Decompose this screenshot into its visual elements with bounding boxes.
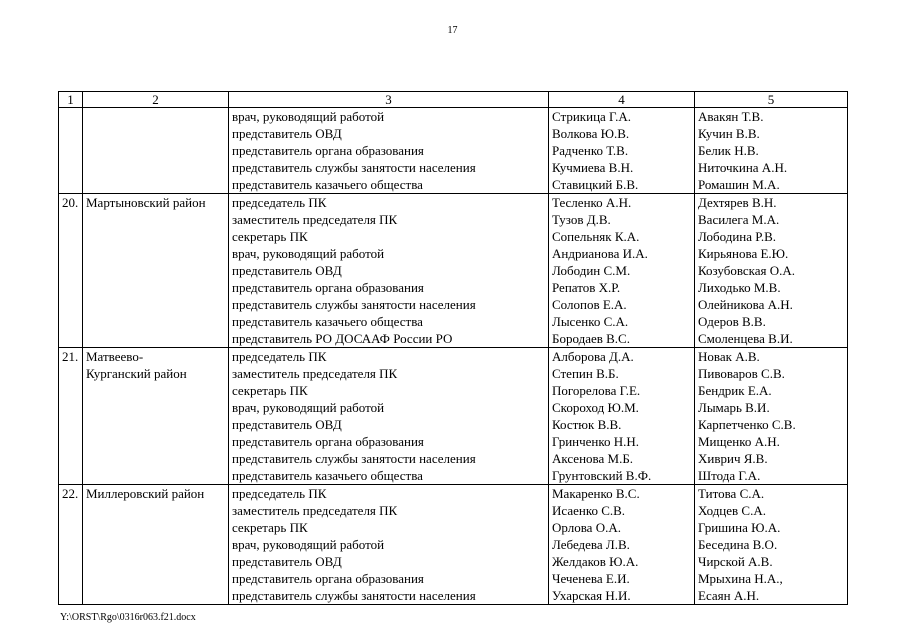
reserve-member-name: Мрыхина Н.А.,: [698, 571, 783, 586]
role-label: представитель ОВД: [232, 554, 342, 569]
member-cell: [549, 108, 695, 194]
member-cell: [549, 485, 695, 605]
role-label: представитель ОВД: [232, 417, 342, 432]
row-number: 21.: [59, 348, 83, 485]
row-number: 20.: [59, 194, 83, 348]
member-name: Грунтовский В.Ф.: [552, 468, 652, 483]
reserve-member-name: Лободина Р.В.: [698, 229, 777, 244]
member-name: Скороход Ю.М.: [552, 400, 639, 415]
role-label: представитель службы занятости населения: [232, 160, 476, 175]
role-label: представитель органа образования: [232, 434, 424, 449]
role-label: представитель службы занятости населения: [232, 297, 476, 312]
role-label: представитель казачьего общества: [232, 177, 423, 192]
roles-cell: [229, 194, 549, 348]
reserve-member-name: Лиходько М.В.: [698, 280, 781, 295]
role-label: представитель ОВД: [232, 126, 342, 141]
role-label: представитель казачьего общества: [232, 468, 423, 483]
role-label: секретарь ПК: [232, 229, 308, 244]
member-name: Репатов Х.Р.: [552, 280, 621, 295]
role-label: врач, руководящий работой: [232, 537, 385, 552]
role-label: секретарь ПК: [232, 520, 308, 535]
reserve-member-name: Смоленцева В.И.: [698, 331, 793, 346]
role-label: представитель РО ДОСААФ России РО: [232, 331, 453, 346]
reserve-member-name: Гришина Ю.А.: [698, 520, 781, 535]
table-row: [59, 108, 848, 194]
reserve-member-name: Кучин В.В.: [698, 126, 760, 141]
reserve-member-name: Чирской А.В.: [698, 554, 773, 569]
roles-cell: [229, 108, 549, 194]
reserve-member-name: Олейникова А.Н.: [698, 297, 793, 312]
member-name: Тесленко А.Н.: [552, 195, 632, 210]
district-cell: [83, 348, 229, 485]
reserve-member-name: Ходцев С.А.: [698, 503, 766, 518]
commission-table: [58, 91, 848, 605]
reserve-member-cell: [695, 108, 848, 194]
role-label: представитель органа образования: [232, 571, 424, 586]
role-label: представитель службы занятости населения: [232, 588, 476, 603]
role-label: секретарь ПК: [232, 383, 308, 398]
role-label: заместитель председателя ПК: [232, 503, 398, 518]
role-label: председатель ПК: [232, 195, 327, 210]
reserve-member-name: Лымарь В.И.: [698, 400, 770, 415]
reserve-member-name: Одеров В.В.: [698, 314, 766, 329]
role-label: заместитель председателя ПК: [232, 366, 398, 381]
member-name: Ухарская Н.И.: [552, 588, 631, 603]
role-label: председатель ПК: [232, 349, 327, 364]
reserve-member-name: Ниточкина А.Н.: [698, 160, 788, 175]
member-name: Радченко Т.В.: [552, 143, 629, 158]
member-name: Степин В.Б.: [552, 366, 619, 381]
role-label: врач, руководящий работой: [232, 109, 385, 124]
member-name: Макаренко В.С.: [552, 486, 640, 501]
reserve-member-name: Василега М.А.: [698, 212, 780, 227]
member-name: Кучмиева В.Н.: [552, 160, 634, 175]
member-name: Костюк В.В.: [552, 417, 622, 432]
district-name: Миллеровский район: [86, 486, 205, 501]
header-row: [59, 92, 848, 108]
member-name: Орлова О.А.: [552, 520, 621, 535]
file-path-footer: Y:\ORST\Rgo\0316r063.f21.docx: [60, 612, 196, 623]
row-number: [59, 108, 83, 194]
reserve-member-name: Мищенко А.Н.: [698, 434, 780, 449]
member-name: Аксенова М.Б.: [552, 451, 634, 466]
role-label: представитель службы занятости населения: [232, 451, 476, 466]
role-label: председатель ПК: [232, 486, 327, 501]
member-name: Погорелова Г.Е.: [552, 383, 641, 398]
member-cell: [549, 348, 695, 485]
role-label: представитель органа образования: [232, 280, 424, 295]
member-name: Чеченева Е.И.: [552, 571, 630, 586]
member-name: Бородаев В.С.: [552, 331, 630, 346]
header-cell: 4: [549, 92, 695, 108]
member-name: Волкова Ю.В.: [552, 126, 630, 141]
table-row: [59, 194, 848, 348]
member-name: Алборова Д.А.: [552, 349, 634, 364]
district-name: Курганский район: [86, 366, 187, 381]
header-cell: 5: [695, 92, 848, 108]
row-number: 22.: [59, 485, 83, 605]
table-row: [59, 348, 848, 485]
district-cell: [83, 108, 229, 194]
reserve-member-name: Ромашин М.А.: [698, 177, 780, 192]
reserve-member-name: Хиврич Я.В.: [698, 451, 768, 466]
member-name: Исаенко С.В.: [552, 503, 626, 518]
reserve-member-name: Карпетченко С.В.: [698, 417, 796, 432]
reserve-member-name: Кирьянова Е.Ю.: [698, 246, 789, 261]
member-name: Ставицкий Б.В.: [552, 177, 639, 192]
member-name: Сопельняк К.А.: [552, 229, 640, 244]
member-cell: [549, 194, 695, 348]
district-cell: [83, 485, 229, 605]
reserve-member-name: Титова С.А.: [698, 486, 765, 501]
roles-cell: [229, 485, 549, 605]
member-name: Желдаков Ю.А.: [552, 554, 639, 569]
reserve-member-name: Белик Н.В.: [698, 143, 759, 158]
reserve-member-name: Козубовская О.А.: [698, 263, 796, 278]
reserve-member-cell: [695, 485, 848, 605]
member-name: Солопов Е.А.: [552, 297, 627, 312]
reserve-member-name: Бендрик Е.А.: [698, 383, 772, 398]
header-cell: 3: [229, 92, 549, 108]
table-row: [59, 485, 848, 605]
role-label: представитель ОВД: [232, 263, 342, 278]
reserve-member-name: Штода Г.А.: [698, 468, 761, 483]
reserve-member-name: Дехтярев В.Н.: [698, 195, 777, 210]
member-name: Лебедева Л.В.: [552, 537, 630, 552]
reserve-member-name: Есаян А.Н.: [698, 588, 760, 603]
page-number: 17: [447, 25, 458, 36]
member-name: Лободин С.М.: [552, 263, 631, 278]
role-label: заместитель председателя ПК: [232, 212, 398, 227]
header-cell: 1: [59, 92, 83, 108]
role-label: врач, руководящий работой: [232, 246, 385, 261]
member-name: Стрикица Г.А.: [552, 109, 631, 124]
header-cell: 2: [83, 92, 229, 108]
member-name: Андрианова И.А.: [552, 246, 648, 261]
district-cell: [83, 194, 229, 348]
member-name: Тузов Д.В.: [552, 212, 611, 227]
reserve-member-cell: [695, 194, 848, 348]
role-label: представитель органа образования: [232, 143, 424, 158]
roles-cell: [229, 348, 549, 485]
reserve-member-name: Пивоваров С.В.: [698, 366, 785, 381]
reserve-member-name: Новак А.В.: [698, 349, 760, 364]
district-name: Мартыновский район: [86, 195, 206, 210]
reserve-member-cell: [695, 348, 848, 485]
district-name: Матвеево-: [86, 349, 144, 364]
role-label: представитель казачьего общества: [232, 314, 423, 329]
reserve-member-name: Беседина В.О.: [698, 537, 778, 552]
member-name: Гринченко Н.Н.: [552, 434, 640, 449]
reserve-member-name: Авакян Т.В.: [698, 109, 764, 124]
role-label: врач, руководящий работой: [232, 400, 385, 415]
member-name: Лысенко С.А.: [552, 314, 629, 329]
